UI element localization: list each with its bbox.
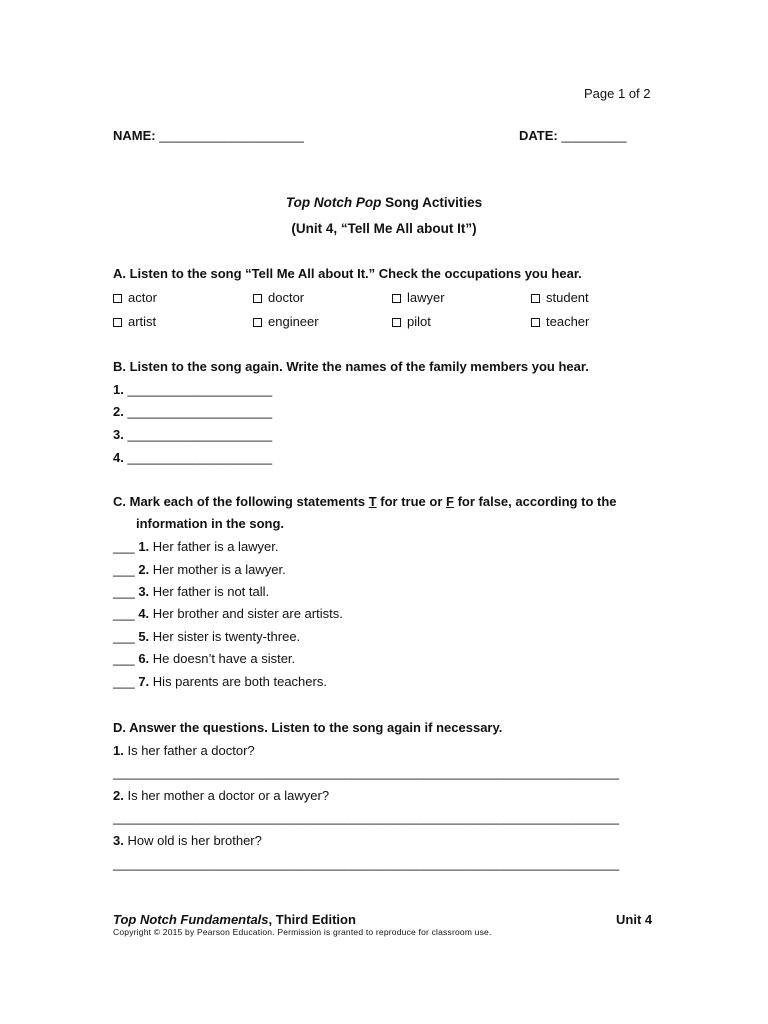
statement-text: His parents are both teachers. [152, 674, 327, 689]
statement-text: Her mother is a lawyer. [152, 562, 286, 577]
false-letter: F [446, 494, 454, 509]
statement-text: Her sister is twenty-three. [152, 629, 301, 644]
checkbox-label: doctor [268, 290, 305, 305]
statement-row [113, 629, 300, 644]
question-row [113, 833, 262, 848]
answer-blank[interactable]: ____________________ [127, 382, 273, 397]
section-d-instruction: D. Answer the questions. Listen to the song again if necessary. [113, 720, 503, 735]
checkbox-label: engineer [268, 314, 319, 329]
statement-number: 6. [138, 651, 150, 666]
name-label: NAME: [113, 128, 156, 143]
instruction-text: for false, according to the [453, 494, 617, 509]
question-number: 3. [113, 833, 124, 848]
checkbox-label: student [546, 290, 589, 305]
statement-text: Her father is a lawyer. [152, 539, 279, 554]
statement-row [113, 562, 286, 577]
footer-book-title [113, 912, 356, 927]
section-b-instruction: B. Listen to the song again. Write the names of the family members you hear. [113, 359, 589, 374]
statement-number: 5. [138, 629, 150, 644]
question-text: Is her father a doctor? [127, 743, 255, 758]
tf-blank[interactable]: ___ [113, 606, 135, 621]
family-member-field[interactable] [113, 404, 272, 419]
checkbox-doctor[interactable] [253, 290, 304, 305]
name-field[interactable] [113, 128, 304, 143]
statement-row [113, 539, 279, 554]
item-number: 4. [113, 450, 124, 465]
section-c-instruction [113, 494, 617, 509]
page-number: Page 1 of 2 [584, 86, 651, 101]
checkbox-teacher[interactable] [531, 314, 589, 329]
answer-blank[interactable]: ____________________ [127, 450, 273, 465]
footer-unit: Unit 4 [616, 912, 653, 927]
statement-text: Her brother and sister are artists. [152, 606, 343, 621]
family-member-field[interactable] [113, 427, 272, 442]
checkbox-icon [531, 294, 540, 303]
statement-number: 1. [138, 539, 150, 554]
answer-blank[interactable]: ____________________ [127, 427, 273, 442]
checkbox-engineer[interactable] [253, 314, 319, 329]
checkbox-icon [531, 318, 540, 327]
title-rest: Song Activities [381, 195, 483, 210]
date-blank[interactable]: _________ [561, 128, 627, 143]
statement-number: 4. [138, 606, 150, 621]
question-row [113, 788, 329, 803]
item-number: 1. [113, 382, 124, 397]
question-text: How old is her brother? [127, 833, 262, 848]
question-text: Is her mother a doctor or a lawyer? [127, 788, 330, 803]
item-number: 2. [113, 404, 124, 419]
answer-line[interactable]: ______________________________________________________________________ [113, 765, 620, 780]
book-title-italic: Top Notch Fundamentals [113, 912, 269, 927]
title-italic: Top Notch Pop [285, 195, 382, 210]
family-member-field[interactable] [113, 382, 272, 397]
statement-row [113, 584, 269, 599]
checkbox-label: lawyer [407, 290, 445, 305]
section-a-instruction: A. Listen to the song “Tell Me All about It.” Check the occupations you hear. [113, 266, 582, 281]
checkbox-icon [253, 318, 262, 327]
checkbox-icon [392, 294, 401, 303]
statement-row [113, 674, 327, 689]
date-field[interactable] [519, 128, 626, 143]
checkbox-icon [253, 294, 262, 303]
checkbox-artist[interactable] [113, 314, 156, 329]
question-number: 1. [113, 743, 124, 758]
checkbox-label: actor [128, 290, 157, 305]
tf-blank[interactable]: ___ [113, 562, 135, 577]
question-row [113, 743, 255, 758]
instruction-text: for true or [376, 494, 447, 509]
tf-blank[interactable]: ___ [113, 629, 135, 644]
tf-blank[interactable]: ___ [113, 539, 135, 554]
question-number: 2. [113, 788, 124, 803]
section-c-instruction-cont: information in the song. [136, 516, 285, 531]
family-member-field[interactable] [113, 450, 272, 465]
checkbox-icon [113, 294, 122, 303]
checkbox-label: pilot [407, 314, 431, 329]
book-edition: , Third Edition [268, 912, 356, 927]
true-letter: T [368, 494, 377, 509]
tf-blank[interactable]: ___ [113, 674, 135, 689]
instruction-text: C. Mark each of the following statements [113, 494, 369, 509]
page-subtitle: (Unit 4, “Tell Me All about It”) [291, 221, 477, 236]
tf-blank[interactable]: ___ [113, 584, 135, 599]
answer-line[interactable]: ______________________________________________________________________ [113, 856, 620, 871]
answer-line[interactable]: ______________________________________________________________________ [113, 810, 620, 825]
statement-row [113, 606, 343, 621]
checkbox-actor[interactable] [113, 290, 157, 305]
statement-number: 2. [138, 562, 150, 577]
name-blank[interactable]: ____________________ [159, 128, 304, 143]
checkbox-student[interactable] [531, 290, 589, 305]
date-label: DATE: [519, 128, 558, 143]
checkbox-label: artist [128, 314, 157, 329]
statement-number: 7. [138, 674, 150, 689]
answer-blank[interactable]: ____________________ [127, 404, 273, 419]
statement-text: Her father is not tall. [152, 584, 270, 599]
footer-copyright: Copyright © 2015 by Pearson Education. Permission is granted to reproduce for classroom use. [113, 927, 492, 937]
checkbox-pilot[interactable] [392, 314, 431, 329]
item-number: 3. [113, 427, 124, 442]
statement-number: 3. [138, 584, 150, 599]
checkbox-label: teacher [546, 314, 590, 329]
tf-blank[interactable]: ___ [113, 651, 135, 666]
checkbox-lawyer[interactable] [392, 290, 445, 305]
statement-row [113, 651, 295, 666]
checkbox-icon [392, 318, 401, 327]
checkbox-icon [113, 318, 122, 327]
page-title [0, 195, 768, 210]
statement-text: He doesn’t have a sister. [152, 651, 296, 666]
